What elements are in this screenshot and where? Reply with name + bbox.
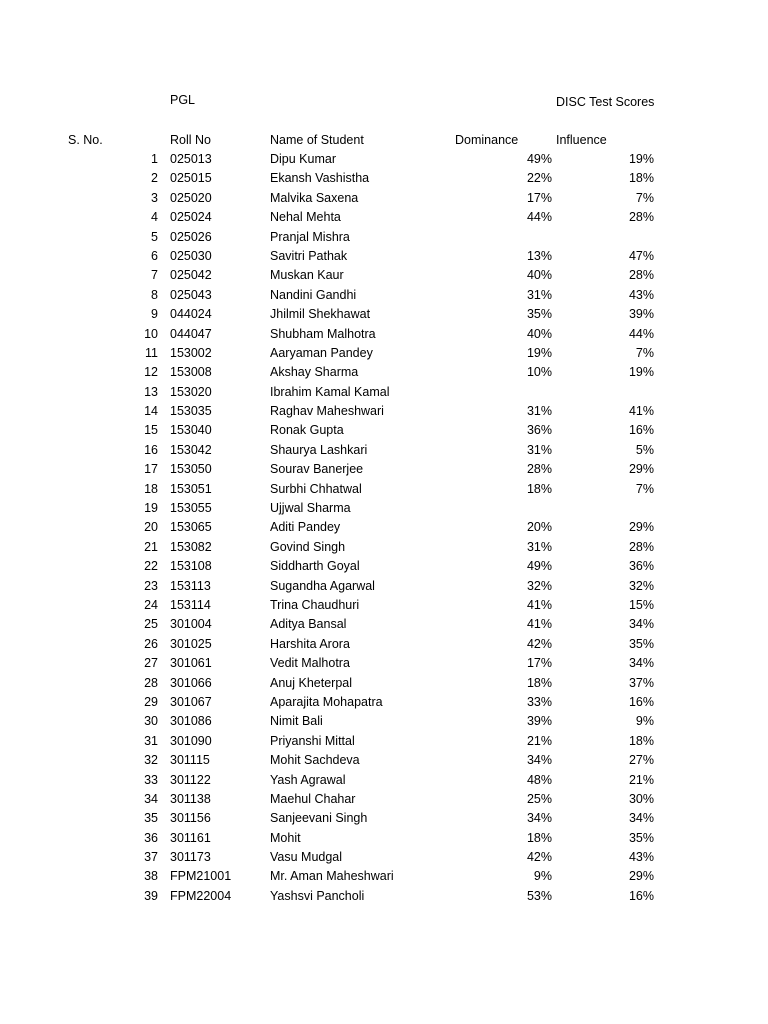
- serial-number-cell: 17: [144, 462, 158, 477]
- student-name-cell: Ibrahim Kamal Kamal: [270, 384, 390, 399]
- student-name-cell: Anuj Kheterpal: [270, 675, 353, 690]
- influence-score-cell: 19%: [628, 365, 654, 380]
- table-row: [0, 713, 768, 732]
- dominance-score-cell: 9%: [533, 869, 552, 884]
- table-row: [0, 326, 768, 345]
- table-row: [0, 403, 768, 422]
- influence-score-cell: 39%: [628, 307, 654, 322]
- column-header-roll: Roll No: [170, 133, 211, 147]
- student-name-cell: Mohit: [270, 830, 301, 845]
- table-row: [0, 500, 768, 519]
- influence-score-cell: 43%: [628, 850, 654, 865]
- table-row: [0, 422, 768, 441]
- influence-score-cell: 15%: [628, 597, 654, 612]
- table-row: [0, 694, 768, 713]
- serial-number-cell: 6: [151, 248, 158, 263]
- dominance-score-cell: 31%: [526, 404, 552, 419]
- serial-number-cell: 38: [144, 869, 158, 884]
- dominance-score-cell: 48%: [526, 772, 552, 787]
- dominance-score-cell: 34%: [526, 753, 552, 768]
- influence-score-cell: 5%: [635, 442, 654, 457]
- table-row: [0, 655, 768, 674]
- dominance-score-cell: 31%: [526, 287, 552, 302]
- student-name-cell: Mohit Sachdeva: [270, 753, 360, 768]
- influence-score-cell: 35%: [628, 636, 654, 651]
- roll-number-cell: FPM21001: [170, 869, 232, 884]
- page-title: DISC Test Scores: [556, 95, 655, 109]
- student-name-cell: Akshay Sharma: [270, 365, 359, 380]
- roll-number-cell: 301067: [170, 694, 212, 709]
- roll-number-cell: 025026: [170, 229, 212, 244]
- roll-number-cell: 153042: [170, 442, 212, 457]
- influence-score-cell: 43%: [628, 287, 654, 302]
- student-name-cell: Ekansh Vashistha: [270, 171, 370, 186]
- table-row: [0, 616, 768, 635]
- table-row: [0, 539, 768, 558]
- influence-score-cell: 16%: [628, 694, 654, 709]
- dominance-score-cell: 49%: [526, 559, 552, 574]
- serial-number-cell: 32: [144, 753, 158, 768]
- student-name-cell: Aaryaman Pandey: [270, 345, 373, 360]
- dominance-score-cell: 42%: [526, 850, 552, 865]
- roll-number-cell: 153055: [170, 501, 212, 516]
- table-row: [0, 830, 768, 849]
- student-name-cell: Nehal Mehta: [270, 210, 341, 225]
- roll-number-cell: 153035: [170, 404, 212, 419]
- student-name-cell: Nandini Gandhi: [270, 287, 357, 302]
- table-row: [0, 345, 768, 364]
- influence-score-cell: 19%: [628, 152, 654, 166]
- serial-number-cell: 26: [144, 636, 158, 651]
- dominance-score-cell: 39%: [526, 714, 552, 729]
- serial-number-cell: 15: [144, 423, 158, 438]
- table-row: [0, 248, 768, 267]
- section-label: PGL: [170, 93, 196, 107]
- serial-number-cell: 5: [151, 229, 158, 244]
- dominance-score-cell: 42%: [526, 636, 552, 651]
- roll-number-cell: 153065: [170, 520, 212, 535]
- influence-score-cell: 27%: [628, 753, 654, 768]
- influence-score-cell: 7%: [635, 345, 654, 360]
- serial-number-cell: 37: [144, 850, 158, 865]
- table-row: [0, 772, 768, 791]
- influence-score-cell: 7%: [635, 190, 654, 205]
- table-row: [0, 190, 768, 209]
- dominance-score-cell: 36%: [526, 423, 552, 438]
- dominance-score-cell: 18%: [526, 830, 552, 845]
- influence-score-cell: 7%: [635, 481, 654, 496]
- student-name-cell: Maehul Chahar: [270, 791, 356, 806]
- dominance-score-cell: 18%: [526, 675, 552, 690]
- student-name-cell: Muskan Kaur: [270, 268, 344, 283]
- roll-number-cell: 153114: [170, 597, 211, 612]
- table-row: [0, 597, 768, 616]
- roll-number-cell: 301115: [170, 753, 210, 768]
- table-row: [0, 461, 768, 480]
- dominance-score-cell: 34%: [526, 811, 552, 826]
- table-row: [0, 636, 768, 655]
- student-name-cell: Aparajita Mohapatra: [270, 694, 383, 709]
- roll-number-cell: 025024: [170, 210, 212, 225]
- dominance-score-cell: 33%: [526, 694, 552, 709]
- dominance-score-cell: 40%: [526, 268, 552, 283]
- table-row: [0, 267, 768, 286]
- student-name-cell: Sourav Banerjee: [270, 462, 364, 477]
- roll-number-cell: 301122: [170, 772, 211, 787]
- student-name-cell: Aditya Bansal: [270, 617, 347, 632]
- dominance-score-cell: 18%: [526, 481, 552, 496]
- dominance-score-cell: 41%: [526, 597, 552, 612]
- table-row: [0, 229, 768, 248]
- dominance-score-cell: 17%: [526, 190, 552, 205]
- roll-number-cell: 153020: [170, 384, 212, 399]
- roll-number-cell: 153051: [170, 481, 212, 496]
- influence-score-cell: 41%: [628, 404, 654, 419]
- student-name-cell: Siddharth Goyal: [270, 559, 360, 574]
- influence-score-cell: 9%: [635, 714, 654, 729]
- table-row: [0, 481, 768, 500]
- influence-score-cell: 32%: [628, 578, 654, 593]
- student-name-cell: Jhilmil Shekhawat: [270, 307, 371, 322]
- roll-number-cell: 153050: [170, 462, 212, 477]
- dominance-score-cell: 17%: [526, 656, 552, 671]
- column-header-sno: S. No.: [68, 133, 103, 147]
- serial-number-cell: 14: [144, 404, 158, 419]
- column-header-influence: Influence: [556, 133, 607, 147]
- serial-number-cell: 20: [144, 520, 158, 535]
- dominance-score-cell: 28%: [526, 462, 552, 477]
- student-name-cell: Shaurya Lashkari: [270, 442, 368, 457]
- serial-number-cell: 13: [144, 384, 158, 399]
- serial-number-cell: 22: [144, 559, 158, 574]
- serial-number-cell: 33: [144, 772, 158, 787]
- table-row: [0, 578, 768, 597]
- table-row: [0, 170, 768, 189]
- student-name-cell: Pranjal Mishra: [270, 229, 350, 244]
- roll-number-cell: 301025: [170, 636, 212, 651]
- column-header-dominance: Dominance: [455, 133, 519, 147]
- influence-score-cell: 28%: [628, 268, 654, 283]
- roll-number-cell: 301066: [170, 675, 212, 690]
- serial-number-cell: 34: [144, 791, 158, 806]
- serial-number-cell: 35: [144, 811, 158, 826]
- serial-number-cell: 2: [151, 171, 158, 186]
- serial-number-cell: 27: [144, 656, 158, 671]
- dominance-score-cell: 44%: [526, 210, 552, 225]
- serial-number-cell: 16: [144, 442, 158, 457]
- roll-number-cell: 301138: [170, 791, 211, 806]
- roll-number-cell: 301086: [170, 714, 212, 729]
- student-name-cell: Sugandha Agarwal: [270, 578, 375, 593]
- table-row: [0, 675, 768, 694]
- dominance-score-cell: 10%: [526, 365, 552, 380]
- roll-number-cell: 025043: [170, 287, 212, 302]
- serial-number-cell: 11: [145, 345, 158, 360]
- table-row: [0, 151, 768, 170]
- serial-number-cell: 39: [144, 888, 158, 903]
- student-name-cell: Raghav Maheshwari: [270, 404, 384, 419]
- student-name-cell: Sanjeevani Singh: [270, 811, 368, 826]
- serial-number-cell: 30: [144, 714, 158, 729]
- student-name-cell: Aditi Pandey: [270, 520, 341, 535]
- influence-score-cell: 28%: [628, 210, 654, 225]
- influence-score-cell: 37%: [628, 675, 654, 690]
- student-name-cell: Vedit Malhotra: [270, 656, 350, 671]
- dominance-score-cell: 31%: [526, 442, 552, 457]
- influence-score-cell: 21%: [628, 772, 654, 787]
- table-row: [0, 752, 768, 771]
- serial-number-cell: 21: [144, 539, 158, 554]
- serial-number-cell: 28: [144, 675, 158, 690]
- roll-number-cell: 301090: [170, 733, 212, 748]
- dominance-score-cell: 19%: [526, 345, 552, 360]
- table-row: [0, 519, 768, 538]
- influence-score-cell: 16%: [628, 888, 654, 903]
- influence-score-cell: 29%: [628, 462, 654, 477]
- serial-number-cell: 29: [144, 694, 158, 709]
- dominance-score-cell: 20%: [526, 520, 552, 535]
- student-name-cell: Dipu Kumar: [270, 152, 336, 166]
- student-name-cell: Nimit Bali: [270, 714, 323, 729]
- influence-score-cell: 29%: [628, 520, 654, 535]
- serial-number-cell: 9: [151, 307, 158, 322]
- roll-number-cell: 153040: [170, 423, 212, 438]
- serial-number-cell: 4: [151, 210, 158, 225]
- roll-number-cell: 153113: [170, 578, 211, 593]
- dominance-score-cell: 49%: [526, 152, 552, 166]
- influence-score-cell: 47%: [628, 248, 654, 263]
- table-row: [0, 733, 768, 752]
- serial-number-cell: 3: [151, 190, 158, 205]
- serial-number-cell: 25: [144, 617, 158, 632]
- roll-number-cell: 044024: [170, 307, 212, 322]
- table-row: [0, 287, 768, 306]
- influence-score-cell: 34%: [628, 617, 654, 632]
- table-row: [0, 849, 768, 868]
- student-name-cell: Savitri Pathak: [270, 248, 348, 263]
- roll-number-cell: 301004: [170, 617, 212, 632]
- serial-number-cell: 23: [144, 578, 158, 593]
- table-row: [0, 810, 768, 829]
- dominance-score-cell: 40%: [526, 326, 552, 341]
- table-row: [0, 558, 768, 577]
- roll-number-cell: 025030: [170, 248, 212, 263]
- roll-number-cell: 153008: [170, 365, 212, 380]
- student-name-cell: Shubham Malhotra: [270, 326, 376, 341]
- roll-number-cell: FPM22004: [170, 888, 232, 903]
- serial-number-cell: 24: [144, 597, 158, 612]
- influence-score-cell: 34%: [628, 656, 654, 671]
- roll-number-cell: 025020: [170, 190, 212, 205]
- roll-number-cell: 301161: [170, 830, 211, 845]
- serial-number-cell: 19: [144, 501, 158, 516]
- roll-number-cell: 301156: [170, 811, 211, 826]
- dominance-score-cell: 31%: [526, 539, 552, 554]
- serial-number-cell: 12: [144, 365, 158, 380]
- table-row: [0, 209, 768, 228]
- dominance-score-cell: 13%: [526, 248, 552, 263]
- influence-score-cell: 35%: [628, 830, 654, 845]
- roll-number-cell: 153002: [170, 345, 212, 360]
- roll-number-cell: 153108: [170, 559, 212, 574]
- student-name-cell: Trina Chaudhuri: [270, 597, 360, 612]
- influence-score-cell: 36%: [628, 559, 654, 574]
- influence-score-cell: 18%: [628, 733, 654, 748]
- dominance-score-cell: 32%: [526, 578, 552, 593]
- influence-score-cell: 29%: [628, 869, 654, 884]
- roll-number-cell: 025015: [170, 171, 212, 186]
- roll-number-cell: 301061: [170, 656, 212, 671]
- table-row: [0, 868, 768, 887]
- serial-number-cell: 1: [151, 152, 158, 166]
- serial-number-cell: 7: [151, 268, 158, 283]
- influence-score-cell: 16%: [628, 423, 654, 438]
- student-name-cell: Ujjwal Sharma: [270, 501, 351, 516]
- table-body: [0, 151, 768, 907]
- student-name-cell: Yashsvi Pancholi: [270, 888, 365, 903]
- roll-number-cell: 025013: [170, 152, 212, 166]
- influence-score-cell: 44%: [628, 326, 654, 341]
- table-row: [0, 888, 768, 907]
- roll-number-cell: 153082: [170, 539, 212, 554]
- serial-number-cell: 31: [144, 733, 158, 748]
- roll-number-cell: 044047: [170, 326, 212, 341]
- student-name-cell: Priyanshi Mittal: [270, 733, 355, 748]
- influence-score-cell: 18%: [628, 171, 654, 186]
- serial-number-cell: 36: [144, 830, 158, 845]
- dominance-score-cell: 53%: [526, 888, 552, 903]
- influence-score-cell: 28%: [628, 539, 654, 554]
- dominance-score-cell: 25%: [526, 791, 552, 806]
- table-row: [0, 306, 768, 325]
- dominance-score-cell: 41%: [526, 617, 552, 632]
- roll-number-cell: 025042: [170, 268, 212, 283]
- student-name-cell: Malvika Saxena: [270, 190, 359, 205]
- serial-number-cell: 18: [144, 481, 158, 496]
- table-row: [0, 791, 768, 810]
- table-row: [0, 364, 768, 383]
- student-name-cell: Mr. Aman Maheshwari: [270, 869, 394, 884]
- serial-number-cell: 8: [151, 287, 158, 302]
- column-header-name: Name of Student: [270, 133, 364, 147]
- influence-score-cell: 34%: [628, 811, 654, 826]
- dominance-score-cell: 35%: [526, 307, 552, 322]
- influence-score-cell: 30%: [628, 791, 654, 806]
- serial-number-cell: 10: [144, 326, 158, 341]
- student-name-cell: Vasu Mudgal: [270, 850, 343, 865]
- student-name-cell: Harshita Arora: [270, 636, 350, 651]
- roll-number-cell: 301173: [170, 850, 211, 865]
- dominance-score-cell: 21%: [526, 733, 552, 748]
- dominance-score-cell: 22%: [526, 171, 552, 186]
- student-name-cell: Ronak Gupta: [270, 423, 344, 438]
- student-name-cell: Yash Agrawal: [270, 772, 346, 787]
- student-name-cell: Surbhi Chhatwal: [270, 481, 362, 496]
- table-row: [0, 384, 768, 403]
- table-row: [0, 442, 768, 461]
- student-name-cell: Govind Singh: [270, 539, 346, 554]
